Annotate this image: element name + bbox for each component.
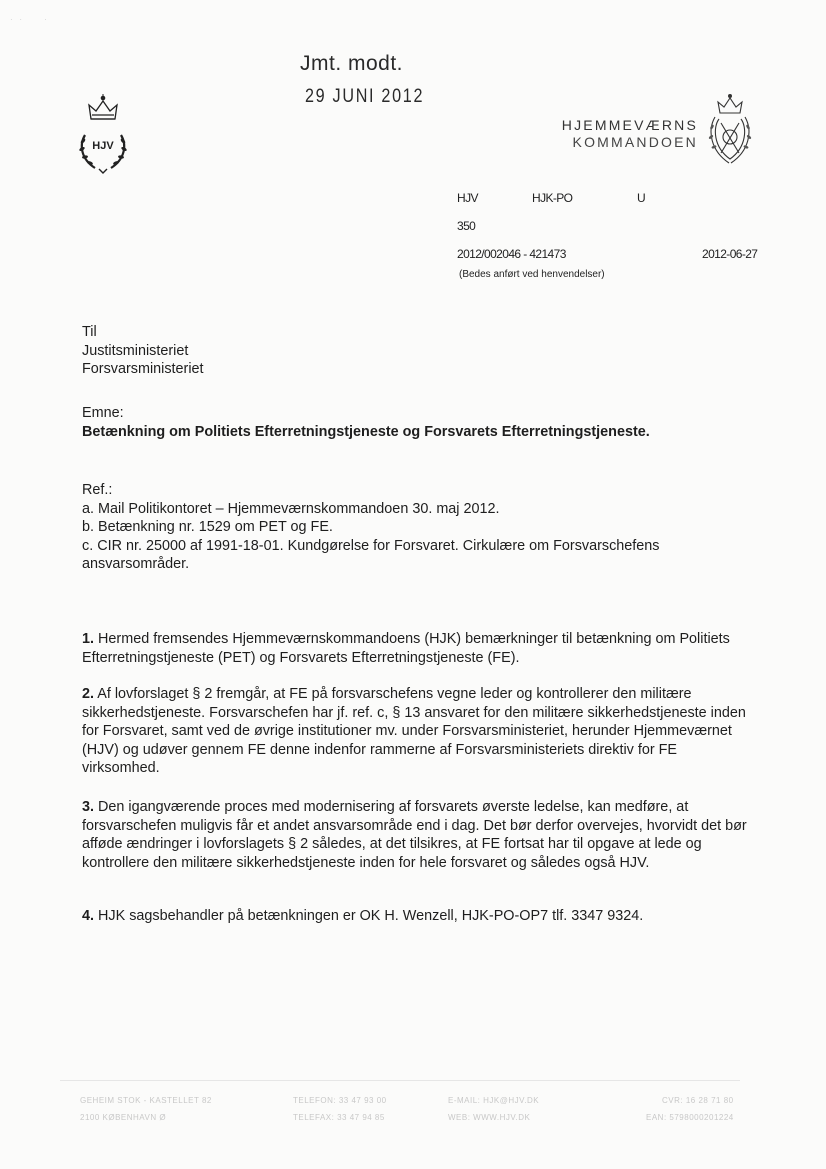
recipient-label: Til — [82, 324, 97, 340]
footer-ean: EAN: 5798000201224 — [646, 1113, 734, 1122]
meta-reference-note: (Bedes anført ved henvendelser) — [459, 269, 605, 280]
paragraph-text: Hermed fremsendes Hjemmeværnskommandoens (HJK) bemærkninger til betænkning om Politiets Efterretningstjeneste (PET) og Forsvarets Efterretningstjeneste (FE). — [82, 631, 730, 666]
paragraph-text: Den igangværende proces med modernisering af forsvarets øverste ledelse, kan medføre, at forsvarschefen muligvis får et andet ansvarsområde end i dag. Det bør derfor overvejes, hvorvidt det bør afføde ændringer i lovforslagets § 2 således, at det tilsikres, at FE fortsat har til opgave at lede og kontrollere den militære sikkerhedstjeneste inden for hele forsvaret og således også HJV. — [82, 799, 747, 871]
meta-journal-number: 2012/002046 - 421473 — [457, 247, 566, 261]
paragraph-3 — [82, 798, 754, 872]
reference-item: b. Betænkning nr. 1529 om PET og FE. — [82, 519, 333, 535]
emblem-left-text: HJV — [92, 140, 114, 152]
paragraph-2 — [82, 685, 754, 778]
recipient-block — [82, 323, 762, 379]
organization-name-line2: KOMMANDOEN — [572, 134, 698, 150]
paragraph-4 — [82, 907, 762, 926]
paragraph-1 — [82, 630, 747, 667]
received-stamp-date: 29 JUNI 2012 — [305, 86, 425, 107]
received-stamp-label: Jmt. modt. — [300, 52, 404, 75]
meta-date: 2012-06-27 — [702, 247, 758, 261]
paragraph-text: HJK sagsbehandler på betænkningen er OK H. Wenzell, HJK-PO-OP7 tlf. 3347 9324. — [98, 908, 644, 924]
recipient-line: Forsvarsministeriet — [82, 361, 204, 377]
footer-phone: TELEFON: 33 47 93 00 — [293, 1096, 387, 1105]
footer-address-line1: GEHEIM STOK - KASTELLET 82 — [80, 1096, 212, 1105]
recipient-line: Justitsministeriet — [82, 342, 189, 359]
paragraph-number: 1. — [82, 631, 95, 647]
footer-cvr: CVR: 16 28 71 80 — [662, 1096, 734, 1105]
references-block — [82, 481, 762, 574]
paragraph-number: 4. — [82, 908, 95, 924]
paragraph-number: 2. — [82, 686, 95, 702]
crown-wreath-emblem-icon — [73, 93, 133, 175]
crown-shield-crest-icon — [705, 93, 755, 165]
footer-address-line2: 2100 KØBENHAVN Ø — [80, 1113, 167, 1122]
subject-label: Emne: — [82, 405, 124, 421]
organization-name-line1: HJEMMEVÆRNS — [561, 117, 698, 133]
paragraph-text: Af lovforslaget § 2 fremgår, at FE på forsvarschefens vegne leder og kontrollerer den militære sikkerhedstjeneste. Forsvarschefen har jf. ref. c, § 13 ansvaret for den militære sikkerhedstjeneste inden for Forsvaret, samt ved de øvrige institutioner mv. under Forsvarsministeriet, herunder Hjemmeværnet (HJV) og udøver gennem FE denne indenfor rammerne af Forsvarsministeriets direktiv for FE virksomhed. — [82, 686, 746, 776]
meta-field-department: HJK-PO — [532, 191, 573, 205]
subject-block — [82, 404, 762, 441]
meta-number: 350 — [457, 219, 476, 233]
scan-specks: · · · — [10, 15, 47, 24]
footer-web: WEB: WWW.HJV.DK — [448, 1113, 531, 1122]
footer-divider — [60, 1080, 740, 1081]
meta-field-classification: U — [637, 191, 646, 205]
subject-title: Betænkning om Politiets Efterretningstjeneste og Forsvarets Efterretningstjeneste. — [82, 423, 650, 440]
reference-item: a. Mail Politikontoret – Hjemmeværnskommandoen 30. maj 2012. — [82, 500, 500, 517]
footer-fax: TELEFAX: 33 47 94 85 — [293, 1113, 385, 1122]
organization-name — [450, 117, 698, 151]
footer-email: E-MAIL: HJK@HJV.DK — [448, 1096, 540, 1105]
meta-field-hjv: HJV — [457, 191, 478, 205]
reference-item: c. CIR nr. 25000 af 1991-18-01. Kundgørelse for Forsvaret. Cirkulære om Forsvarschefens ansvarsområder. — [82, 537, 660, 572]
references-label: Ref.: — [82, 482, 113, 498]
paragraph-number: 3. — [82, 799, 95, 815]
